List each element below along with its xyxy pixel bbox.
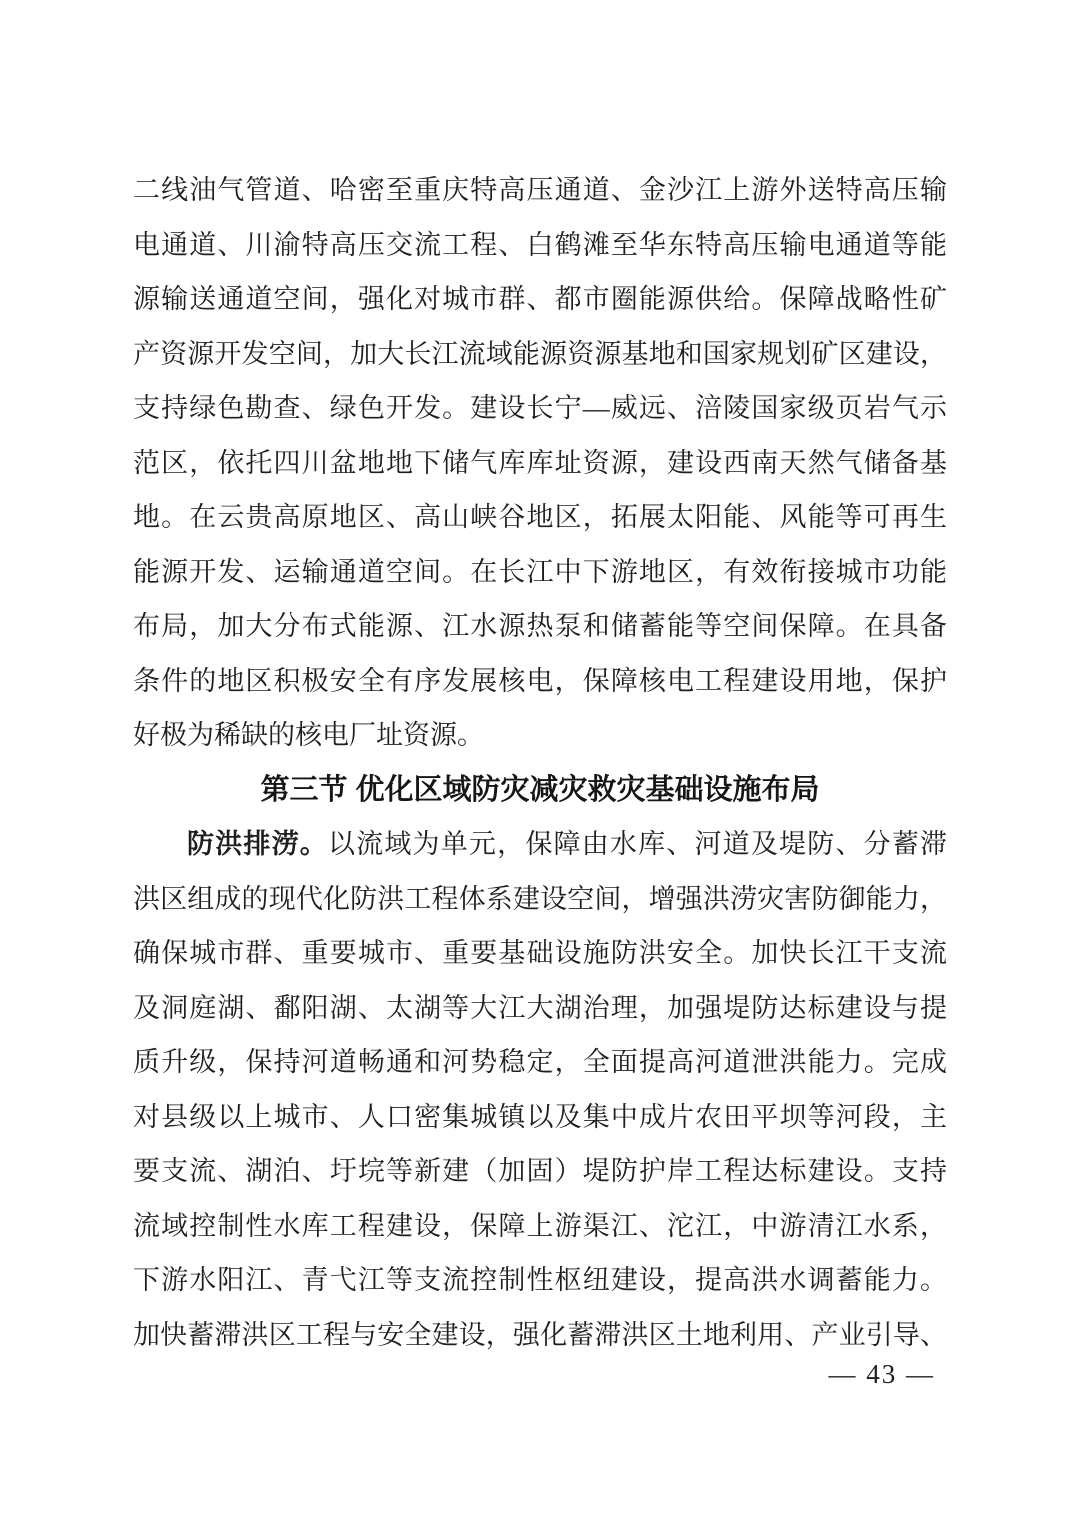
body-line: 质升级，保持河道畅通和河势稳定，全面提高河道泄洪能力。完成 xyxy=(133,1047,947,1077)
body-line: 下游水阳江、青弋江等支流控制性枢纽建设，提高洪水调蓄能力。 xyxy=(133,1265,947,1295)
body-line: 流域控制性水库工程建设，保障上游渠江、沱江，中游清江水系， xyxy=(133,1210,947,1241)
body-line: 地。在云贵高原地区、高山峡谷地区，拓展太阳能、风能等可再生 xyxy=(133,502,947,532)
body-line: 源输送通道空间，强化对城市群、都市圈能源供给。保障战略性矿 xyxy=(133,284,947,314)
body-line: 及洞庭湖、鄱阳湖、太湖等大江大湖治理，加强堤防达标建设与提 xyxy=(133,992,947,1023)
body-line: 加快蓄滞洪区工程与安全建设，强化蓄滞洪区土地利用、产业引导、 xyxy=(133,1319,947,1350)
paragraph-lead-term: 防洪排涝。 xyxy=(187,829,328,859)
body-line: 二线油气管道、哈密至重庆特高压通道、金沙江上游外送特高压输 xyxy=(133,175,947,205)
body-line: 电通道、川渝特高压交流工程、白鹤滩至华东特高压输电通道等能 xyxy=(133,229,947,260)
body-line: 确保城市群、重要城市、重要基础设施防洪安全。加快长江干支流 xyxy=(133,938,947,968)
body-line: 对县级以上城市、人口密集城镇以及集中成片农田平坝等河段，主 xyxy=(133,1101,947,1132)
paragraph-energy-channels xyxy=(133,163,947,763)
body-line: 布局，加大分布式能源、江水源热泵和储蓄能等空间保障。在具备 xyxy=(133,611,947,641)
body-line-text: 以流域为单元，保障由水库、河道及堤防、分蓄滞 xyxy=(327,829,947,859)
body-line: 要支流、湖泊、圩垸等新建（加固）堤防护岸工程达标建设。支持 xyxy=(133,1156,947,1186)
paragraph-flood-control xyxy=(133,817,947,1362)
body-line: 产资源开发空间，加大长江流域能源资源基地和国家规划矿区建设， xyxy=(133,338,947,369)
body-line: 洪区组成的现代化防洪工程体系建设空间，增强洪涝灾害防御能力， xyxy=(133,883,947,914)
body-line xyxy=(133,817,947,872)
body-line: 支持绿色勘查、绿色开发。建设长宁—威远、涪陵国家级页岩气示 xyxy=(133,393,947,423)
page-content xyxy=(133,163,947,1362)
page-number: — 43 — xyxy=(828,1359,935,1389)
body-line: 条件的地区积极安全有序发展核电，保障核电工程建设用地，保护 xyxy=(133,665,947,696)
body-line: 范区，依托四川盆地地下储气库库址资源，建设西南天然气储备基 xyxy=(133,447,947,478)
body-line: 好极为稀缺的核电厂址资源。 xyxy=(133,720,484,750)
section-heading: 第三节 优化区域防灾减灾救灾基础设施布局 xyxy=(260,773,820,806)
body-line: 能源开发、运输通道空间。在长江中下游地区，有效衔接城市功能 xyxy=(133,556,947,587)
